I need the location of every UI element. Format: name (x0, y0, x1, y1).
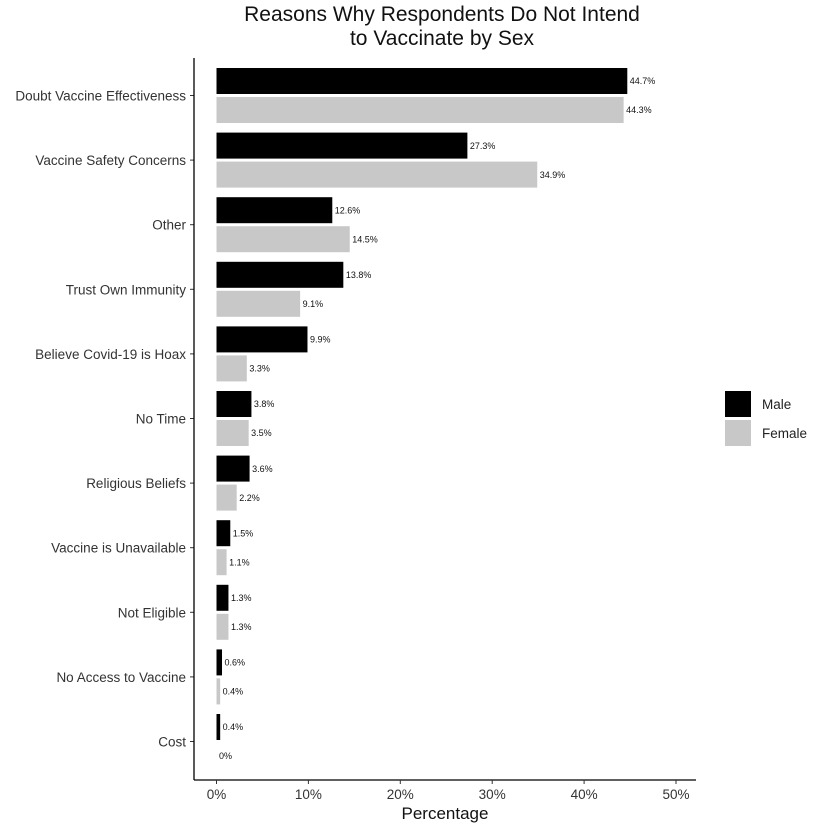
data-label: 3.5% (251, 428, 272, 439)
data-label: 3.6% (252, 463, 273, 474)
bar-female (217, 355, 247, 381)
legend-key-male (725, 391, 751, 417)
bar-male (217, 714, 221, 740)
chart-title (244, 3, 640, 50)
bar-male (217, 133, 468, 159)
data-label: 0% (219, 751, 233, 762)
legend-label-male: Male (762, 397, 792, 412)
category-label: Religious Beliefs (86, 476, 186, 492)
title-line-2: to Vaccinate by Sex (349, 27, 535, 50)
category-label: Vaccine is Unavailable (51, 540, 186, 556)
title-line-1: Reasons Why Respondents Do Not Intend (244, 3, 640, 26)
bar-male (217, 262, 344, 288)
data-label: 2.2% (239, 492, 260, 503)
x-tick-label: 50% (662, 787, 690, 802)
x-axis-title: Percentage (401, 804, 489, 823)
bar-female (217, 420, 249, 446)
data-label: 9.1% (302, 299, 324, 309)
category-label: No Access to Vaccine (56, 669, 186, 685)
bar-female (217, 162, 538, 188)
data-label: 12.6% (334, 205, 361, 216)
data-label: 0.4% (222, 722, 244, 733)
category-label: Not Eligible (117, 605, 186, 621)
bar-female (217, 226, 350, 252)
bar-male (217, 326, 308, 352)
category-label: Believe Covid-19 is Hoax (35, 346, 186, 362)
bar-female (217, 614, 229, 640)
category-labels (15, 89, 194, 750)
data-label: 44.3% (626, 105, 652, 116)
bar-male (217, 68, 628, 94)
bar-female (217, 291, 301, 317)
x-tick-label: 10% (294, 787, 322, 802)
bar-male (217, 585, 229, 611)
data-label: 3.8% (253, 399, 275, 410)
bar-male (217, 456, 250, 482)
data-label: 0.6% (224, 657, 246, 668)
bar-male (217, 520, 231, 546)
data-label: 14.5% (352, 234, 378, 245)
data-label: 44.7% (629, 76, 656, 87)
legend (725, 391, 807, 446)
data-label: 27.3% (469, 140, 496, 151)
data-label: 3.3% (249, 363, 270, 374)
category-label: Trust Own Immunity (65, 282, 186, 298)
data-label: 9.9% (309, 334, 331, 345)
category-label: Vaccine Safety Concerns (35, 153, 186, 169)
bar-male (217, 197, 333, 223)
data-label: 1.5% (232, 528, 254, 539)
bars (217, 68, 628, 740)
bar-male (217, 649, 223, 675)
category-label: Doubt Vaccine Effectiveness (15, 88, 186, 104)
bar-female (217, 549, 227, 575)
data-label: 34.9% (539, 169, 566, 180)
legend-label-female: Female (762, 426, 808, 441)
data-label: 0.4% (222, 686, 244, 697)
legend-key-female (725, 420, 751, 446)
category-label: No Time (135, 411, 186, 427)
bar-female (217, 485, 237, 511)
data-label: 1.3% (230, 593, 252, 603)
bar-female (217, 678, 221, 704)
x-tick-label: 40% (570, 787, 598, 802)
data-label: 1.3% (230, 622, 252, 632)
category-label: Other (152, 217, 186, 233)
x-tick-label: 0% (206, 787, 227, 802)
bar-female (217, 97, 624, 123)
bar-male (217, 391, 252, 417)
x-tick-label: 20% (386, 787, 414, 802)
data-label: 1.1% (229, 557, 250, 568)
data-label: 13.8% (345, 270, 372, 280)
x-tick-label: 30% (478, 787, 506, 802)
category-label: Cost (158, 734, 186, 750)
